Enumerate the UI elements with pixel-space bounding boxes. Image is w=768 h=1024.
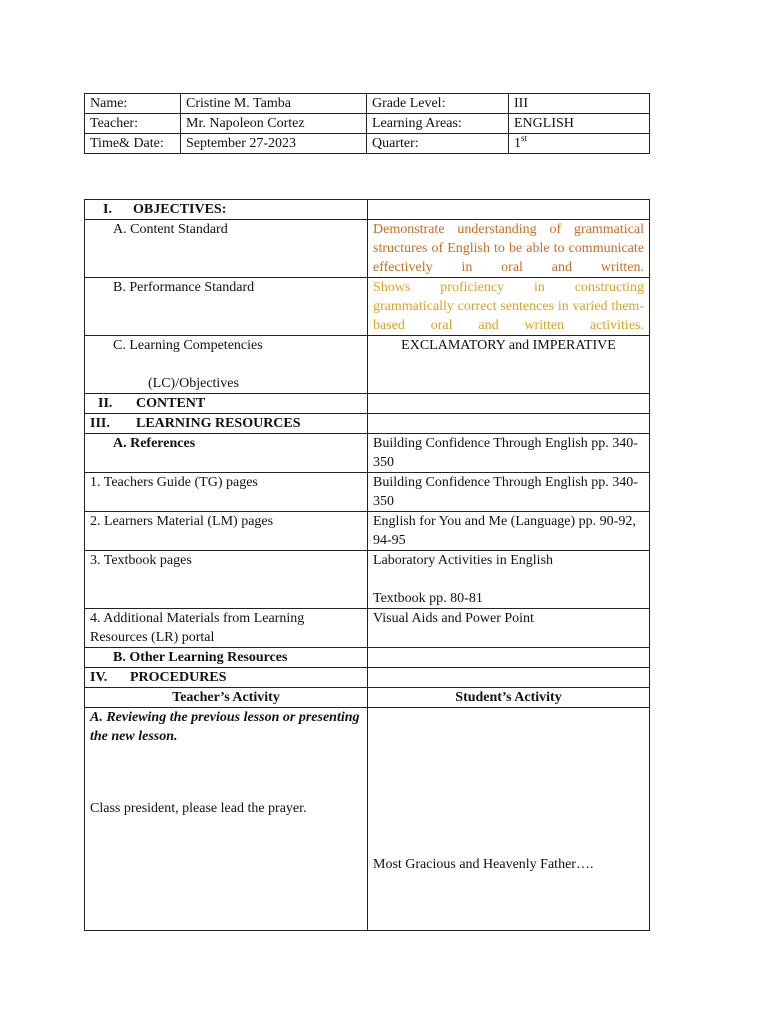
content-standard-value: Demonstrate understanding of grammatical structures of English to be able to communicate effectively in oral and written. xyxy=(368,220,650,278)
grade-label: Grade Level: xyxy=(367,94,509,114)
additional-row xyxy=(85,609,650,648)
lm-label: 2. Learners Material (LM) pages xyxy=(85,512,368,551)
references-value: Building Confidence Through English pp. 340-350 xyxy=(368,434,650,473)
performance-standard-row xyxy=(85,278,650,336)
objectives-empty xyxy=(368,200,650,220)
info-row-name xyxy=(85,94,650,114)
competencies-value: EXCLAMATORY and IMPERATIVE xyxy=(368,336,650,394)
teacher-info-table xyxy=(84,93,650,154)
areas-value: ENGLISH xyxy=(509,114,650,134)
objectives-row xyxy=(85,200,650,220)
references-label: A. References xyxy=(85,434,368,473)
procedures-heading xyxy=(85,668,368,688)
objectives-heading xyxy=(85,200,368,220)
review-heading: A. Reviewing the previous lesson or presenting the new lesson. xyxy=(90,710,360,744)
areas-label: Learning Areas: xyxy=(367,114,509,134)
quarter-number: 1 xyxy=(514,136,521,151)
resources-empty xyxy=(368,414,650,434)
textbook-cell xyxy=(368,551,650,609)
other-empty xyxy=(368,648,650,668)
time-label: Time& Date: xyxy=(85,134,181,154)
objectives-title: OBJECTIVES: xyxy=(133,202,227,217)
time-value: September 27-2023 xyxy=(181,134,367,154)
procedures-title: PROCEDURES xyxy=(130,670,227,685)
info-row-time xyxy=(85,134,650,154)
procedures-empty xyxy=(368,668,650,688)
content-num: II. xyxy=(98,396,113,411)
competencies-sub: (LC)/Objectives xyxy=(148,376,239,391)
name-label: Name: xyxy=(85,94,181,114)
resources-row xyxy=(85,414,650,434)
textbook-value-1: Laboratory Activities in English xyxy=(373,553,554,568)
textbook-label: 3. Textbook pages xyxy=(85,551,368,609)
resources-title: LEARNING RESOURCES xyxy=(136,416,301,431)
textbook-row xyxy=(85,551,650,609)
content-empty xyxy=(368,394,650,414)
objectives-num: I. xyxy=(103,202,112,217)
content-row xyxy=(85,394,650,414)
quarter-value xyxy=(509,134,650,154)
student-activity-cell xyxy=(368,708,650,931)
content-standard-row xyxy=(85,220,650,278)
activity-header-row xyxy=(85,688,650,708)
competencies-label: C. Learning Competencies xyxy=(113,338,263,353)
additional-label: 4. Additional Materials from Learning Resources (LR) portal xyxy=(85,609,368,648)
competencies-cell xyxy=(85,336,368,394)
resources-num: III. xyxy=(90,416,110,431)
info-row-teacher xyxy=(85,114,650,134)
lm-value: English for You and Me (Language) pp. 90-92, 94-95 xyxy=(368,512,650,551)
references-row xyxy=(85,434,650,473)
student-activity-header: Student’s Activity xyxy=(368,688,650,708)
content-standard-label: A. Content Standard xyxy=(85,220,368,278)
lm-row xyxy=(85,512,650,551)
tg-label: 1. Teachers Guide (TG) pages xyxy=(85,473,368,512)
grade-value: III xyxy=(509,94,650,114)
content-heading xyxy=(85,394,368,414)
competencies-row xyxy=(85,336,650,394)
teacher-label: Teacher: xyxy=(85,114,181,134)
performance-standard-value: Shows proficiency in constructing grammatically correct sentences in varied them-based oral and written activities. xyxy=(368,278,650,336)
quarter-suffix: st xyxy=(521,133,528,143)
tg-value: Building Confidence Through English pp. 340-350 xyxy=(368,473,650,512)
name-value: Cristine M. Tamba xyxy=(181,94,367,114)
resources-heading xyxy=(85,414,368,434)
tg-row xyxy=(85,473,650,512)
teacher-value: Mr. Napoleon Cortez xyxy=(181,114,367,134)
teacher-activity-header: Teacher’s Activity xyxy=(85,688,368,708)
other-row xyxy=(85,648,650,668)
performance-standard-label: B. Performance Standard xyxy=(85,278,368,336)
quarter-label: Quarter: xyxy=(367,134,509,154)
other-label: B. Other Learning Resources xyxy=(85,648,368,668)
additional-value: Visual Aids and Power Point xyxy=(368,609,650,648)
content-title: CONTENT xyxy=(136,396,206,411)
procedures-row xyxy=(85,668,650,688)
teacher-activity-cell xyxy=(85,708,368,931)
activity-row xyxy=(85,708,650,931)
procedures-num: IV. xyxy=(90,670,108,685)
textbook-value-2: Textbook pp. 80-81 xyxy=(373,591,483,606)
teacher-line: Class president, please lead the prayer. xyxy=(90,801,307,816)
lesson-plan-table xyxy=(84,199,650,931)
student-line: Most Gracious and Heavenly Father…. xyxy=(373,857,594,872)
